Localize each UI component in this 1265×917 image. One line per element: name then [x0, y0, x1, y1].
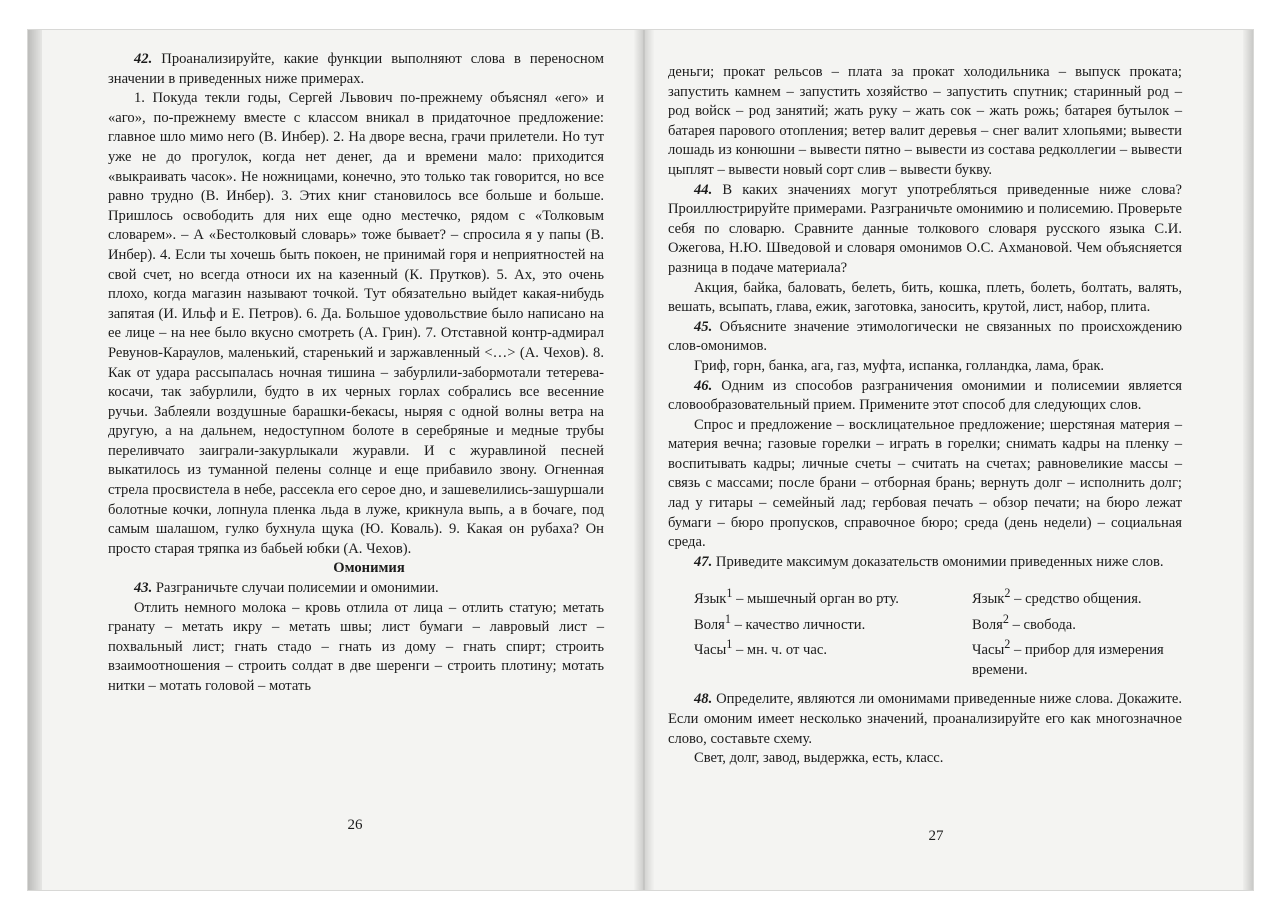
left-page-edge: [28, 30, 42, 890]
exercise-42-examples: 1. Покуда текли годы, Сергей Львович по-прежнему объяснял «его» и «аго», по-прежнему вместе с классом вникал в придаточное предложение: главное шло мимо него (В. Инбер). 2. На дворе весна, грачи прилетели. Но тут уже не до прогулок, когда нет денег, да и времени мало: приходится «выкраивать часок». Не ножницами, конечно, это только так говорится, но все равно трудно (В. Инбер). 3. Этих книг становилось все больше и больше. Пришлось освободить для них еще одно местечко, рядом с «Толковым словарем». – А «Бестолковый словарь» тоже бывает? – спросила я у папы (В. Инбер). 4. Если ты хочешь быть покоен, не принимай горя и неприятностей на свой счет, но всегда относи их на казенный (К. Прутков). 5. Ах, это очень плохо, когда магазин называют точкой. Тут обязательно выйдет какая-нибудь запятая (И. Ильф и Е. Петров). 6. Да. Большое удовольствие было написано на ее лице – на нее было вкусно смотреть (А. Грин). 7. Отставной контр-адмирал Ревунов-Караулов, маленький, старенький и заржавленный <…> (А. Чехов). 8. Как от удара рассыпалась ночная тишина – забурлили-забормотали тетерева-косачи, так забурлили, будто в их черных горлах собрались все весенние ручьи. Заблеяли воздушные барашки-бекасы, ныряя с одной волны ветра на другую, а на дальнем, недоступном болоте в серебряные и медные трубы переливчато заиграли-закурлыкали журавли. И с журавлиной песней выкатилось из туманной пелены солнце и еще прибавило звону. Огненная стрела просвистела в небе, рассекла его серое дно, и зашевелились-зашуршали болотные кочки, лопнула пленка льда в луже, крикнула выпь, а в бочаге, под самым шалашом, гулко бухнула щука (Ю. Коваль). 9. Какая он рубаха? Он просто старая тряпка из бабьей юбки (А. Чехов).: [108, 90, 604, 557]
homonym-b: Воля$^2$ – свобода.: [972, 611, 1076, 633]
exercise-43-number: 43.: [134, 580, 153, 597]
exercise-46-body: Спрос и предложение – восклицательное предложение; шерстяная материя – материя вечна; газовые горелки – играть в горелки; снимать кадры на пленку – воспитывать кадры; личные счеты – считать на счетах; равновеликие массы – связь с массами; после брани – отборная брань; вернуть долг – исполнить долг; лад у гитары – семейный лад; гербовая печать – обзор печати; на бюро лежат бумаги – бюро пропусков, справочное бюро; среда (день недели) – социальная среда.: [668, 416, 1182, 551]
exercise-47-task: [668, 553, 1182, 573]
exercise-44-task: [668, 181, 1182, 279]
exercise-46-task: [668, 377, 1182, 416]
exercise-44-instruction: В каких значениях могут употребляться приведенные ниже слова? Проиллюстрируйте примерами. Разграничьте омонимию и полисемию. Проверьте себя по словарю. Сравните данные толкового словаря русского языка С.И. Ожегова, Н.Ю. Шведовой и словаря омонимов О.С. Ахмановой. Чем объясняется разница в подаче материала?: [668, 181, 1182, 276]
exercise-48-instruction: Определите, являются ли омонимами приведенные ниже слова. Докажите. Если омоним имеет несколько значений, проанализируйте его как многозначное слово, составьте схему.: [668, 691, 1182, 747]
exercise-45-task: [668, 318, 1182, 357]
exercise-44-words: Акция, байка, баловать, белеть, бить, кошка, плеть, болеть, болтать, валять, вешать, всыпать, глава, ежик, заготовка, заносить, крутой, лист, набор, плита.: [668, 279, 1182, 316]
exercise-43-instruction: Разграничьте случаи полисемии и омонимии.: [155, 580, 439, 597]
exercise-48-number: 48.: [694, 691, 713, 708]
exercise-43-continuation: деньги; прокат рельсов – плата за прокат холодильника – выпуск проката; запустить камнем – запустить хозяйство – запустить спутник; старинный род – род войск – род занятий; жать руку – жать сок – жать рожь; батарея бутылок – батарея парового отопления; ветер валит деревья – снег валит хлопьями; вывести лошадь из конюшни – вывести пятно – вывести из состава редколлегии – вывести цыплят – вывести новый сорт слив – вывести букву.: [668, 64, 1182, 178]
right-page-edge: [1243, 30, 1253, 890]
homonym-b: Часы$^2$ – прибор для измерения времени.: [972, 637, 1164, 678]
exercise-48-task: [668, 690, 1182, 749]
exercise-47-number: 47.: [694, 553, 713, 570]
exercise-44-number: 44.: [694, 181, 713, 198]
homonym-a: Часы$^1$ – мн. ч. от час.: [694, 637, 827, 659]
exercise-43-task: [108, 579, 604, 599]
homonym-a: Язык$^1$ – мышечный орган во рту.: [694, 586, 899, 608]
exercise-45-words: Гриф, горн, банка, ага, газ, муфта, испанка, голландка, лама, брак.: [694, 357, 1105, 374]
left-page-text: [108, 50, 604, 697]
homonym-b: Язык$^2$ – средство общения.: [972, 586, 1142, 608]
section-title-homonymy: Омонимия: [333, 560, 405, 577]
homonym-pair-row: [668, 635, 1182, 680]
exercise-45-instruction: Объясните значение этимологически не связанных по происхождению слов-омонимов.: [668, 318, 1182, 355]
homonym-pair-row: [668, 584, 1182, 609]
homonym-pair-row: [668, 610, 1182, 635]
homonym-pairs-table: [668, 584, 1182, 680]
right-page-text: [668, 63, 1182, 769]
book-gutter: [634, 30, 654, 890]
homonym-a: Воля$^1$ – качество личности.: [694, 611, 866, 633]
exercise-46-number: 46.: [694, 377, 713, 394]
exercise-43-body: Отлить немного молока – кровь отлила от лица – отлить статую; метать гранату – метать икру – метать швы; лист бумаги – лавровый лист – похвальный лист; гнать стадо – гнать из дому – гнать спирт; строить взаимоотношения – строить солдат в две шеренги – строить плотину; мотать нитки – мотать головой – мотать: [108, 599, 604, 694]
exercise-47-instruction: Приведите максимум доказательств омонимии приведенных ниже слов.: [715, 553, 1164, 570]
exercise-45-number: 45.: [694, 318, 713, 335]
page-number-left: 26: [347, 817, 363, 833]
exercise-42-task: [108, 50, 604, 89]
exercise-42-instruction: Проанализируйте, какие функции выполняют слова в переносном значении в приведенных ниже примерах.: [108, 51, 604, 87]
page-number-right: 27: [928, 828, 944, 844]
exercise-42-number: 42.: [134, 51, 153, 67]
exercise-46-instruction: Одним из способов разграничения омонимии и полисемии является словообразовательный прием. Примените этот способ для следующих слов.: [668, 377, 1182, 414]
exercise-48-words: Свет, долг, завод, выдержка, есть, класс.: [694, 750, 944, 767]
